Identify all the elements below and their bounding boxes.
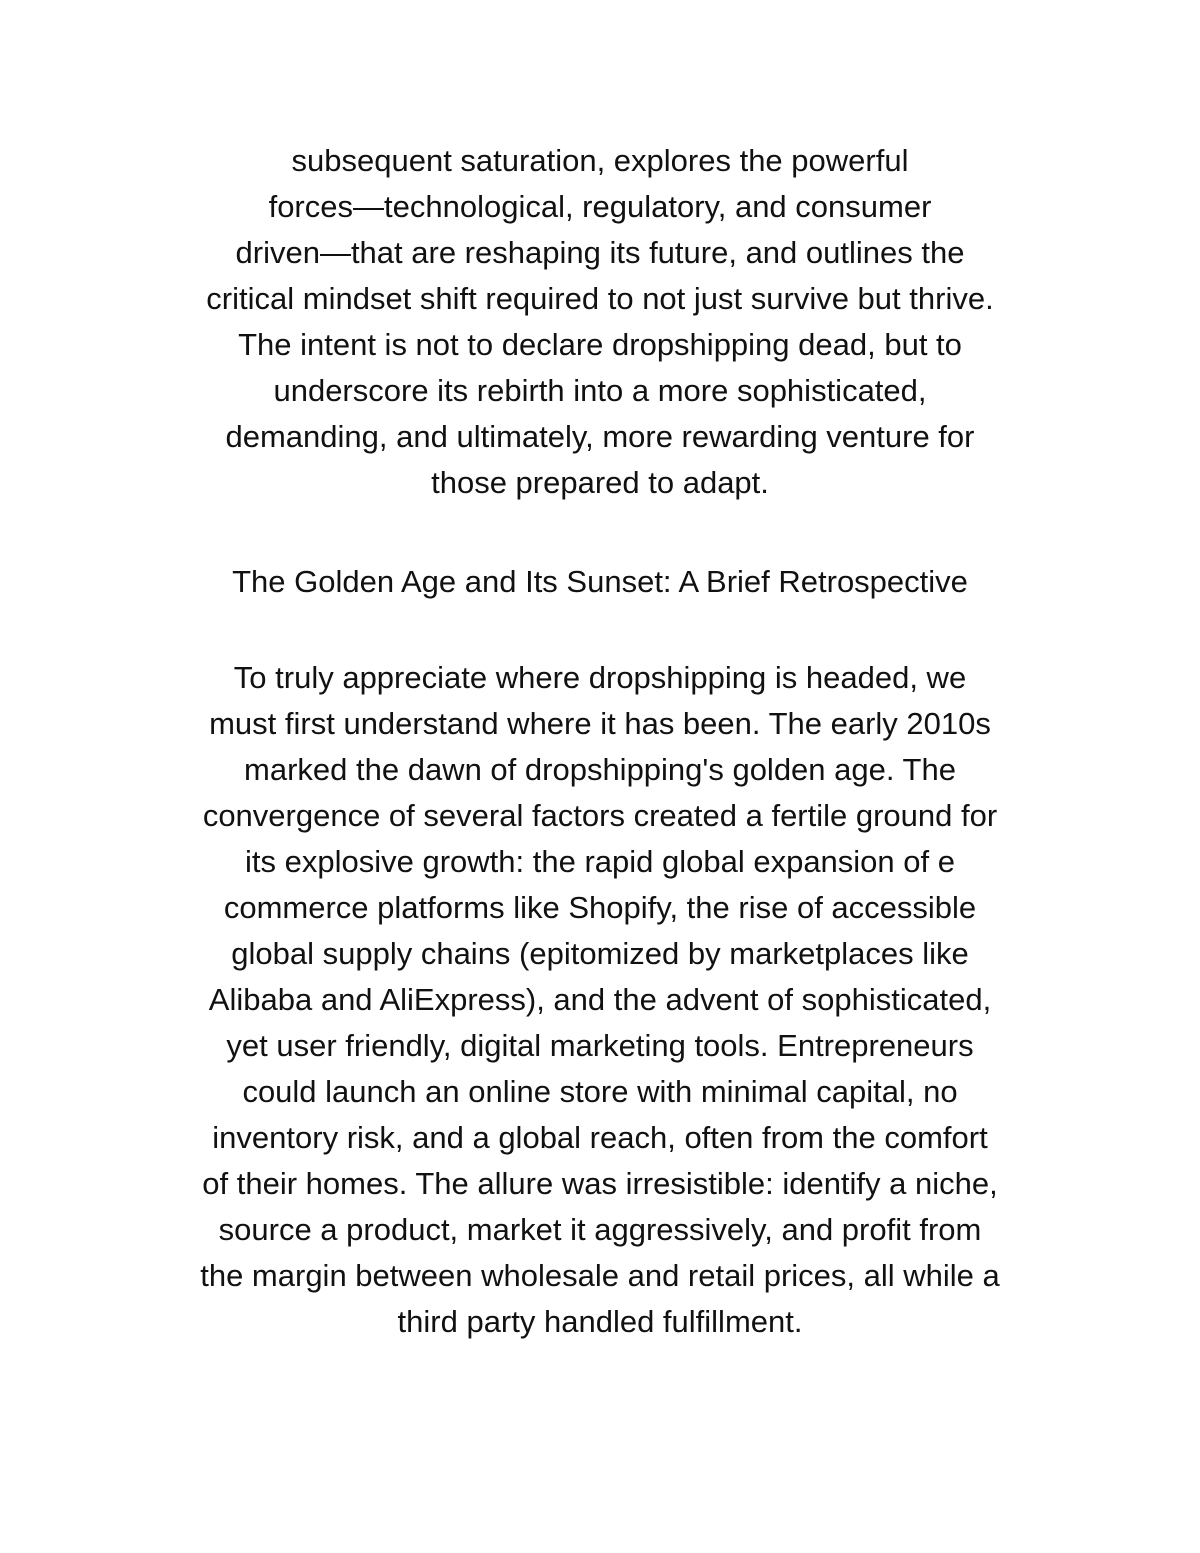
text-line: driven—that are reshaping its future, and outlines the	[235, 235, 965, 270]
text-line: inventory risk, and a global reach, often from the comfort	[212, 1120, 988, 1155]
text-line: source a product, market it aggressively, and profit from	[218, 1212, 982, 1247]
text-line: global supply chains (epitomized by marketplaces like	[231, 936, 969, 971]
text-line: could launch an online store with minimal capital, no	[242, 1074, 958, 1109]
text-line: of their homes. The allure was irresistible: identify a niche,	[202, 1166, 998, 1201]
text-line: The intent is not to declare dropshipping dead, but to	[238, 327, 962, 362]
text-line: convergence of several factors created a fertile ground for	[202, 798, 998, 833]
text-line: yet user friendly, digital marketing tools. Entrepreneurs	[226, 1028, 974, 1063]
text-line: its explosive growth: the rapid global expansion of e	[245, 844, 955, 879]
text-line: the margin between wholesale and retail prices, all while a	[200, 1258, 1000, 1293]
text-line: demanding, and ultimately, more rewarding venture for	[225, 419, 975, 454]
text-line: must first understand where it has been. The early 2010s	[209, 706, 991, 741]
text-line: forces—technological, regulatory, and consumer	[268, 189, 932, 224]
text-line: marked the dawn of dropshipping's golden age. The	[244, 752, 956, 787]
text-line: underscore its rebirth into a more sophisticated,	[273, 373, 927, 408]
text-line: To truly appreciate where dropshipping is headed, we	[233, 660, 967, 695]
text-line: commerce platforms like Shopify, the rise of accessible	[223, 890, 977, 925]
section-heading	[100, 559, 1100, 605]
body-paragraph	[100, 655, 1100, 1345]
intro-paragraph	[100, 138, 1100, 506]
section-heading-text: The Golden Age and Its Sunset: A Brief Retrospective	[232, 564, 968, 599]
text-line: Alibaba and AliExpress), and the advent of sophisticated,	[208, 982, 992, 1017]
text-line: those prepared to adapt.	[431, 465, 769, 500]
text-line: critical mindset shift required to not just survive but thrive.	[206, 281, 994, 316]
text-line: third party handled fulfillment.	[397, 1304, 803, 1339]
text-line: subsequent saturation, explores the powerful	[291, 143, 909, 178]
